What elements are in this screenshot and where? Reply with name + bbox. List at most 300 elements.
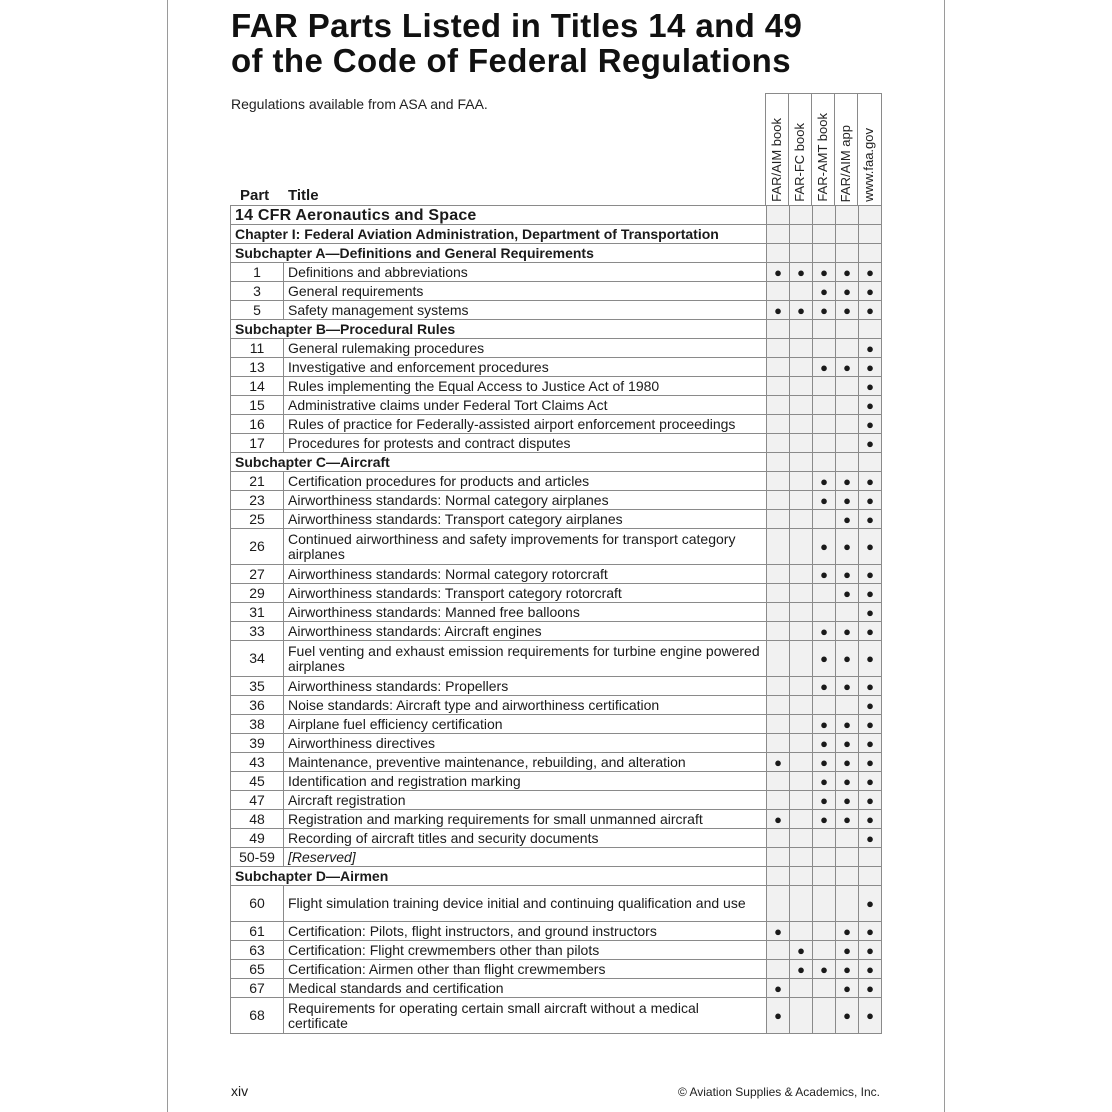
part-title: Certification: Airmen other than flight crewmembers xyxy=(284,960,767,979)
table-row xyxy=(231,358,882,377)
availability-dot: ● xyxy=(859,715,882,734)
part-number: 17 xyxy=(231,434,284,453)
availability-dot: ● xyxy=(836,922,859,941)
part-title: Recording of aircraft titles and security documents xyxy=(284,829,767,848)
table-row xyxy=(231,472,882,491)
availability-cell xyxy=(790,396,813,415)
availability-dot: ● xyxy=(790,301,813,320)
title-column-header: Title xyxy=(288,187,319,204)
part-title: Procedures for protests and contract disputes xyxy=(284,434,767,453)
availability-cell xyxy=(813,829,836,848)
availability-cell xyxy=(813,510,836,529)
part-title: Maintenance, preventive maintenance, rebuilding, and alteration xyxy=(284,753,767,772)
availability-cell xyxy=(767,829,790,848)
table-row xyxy=(231,622,882,641)
part-column-header: Part xyxy=(240,187,270,204)
availability-cell xyxy=(813,922,836,941)
title-line-2: of the Code of Federal Regulations xyxy=(231,42,791,79)
availability-cell xyxy=(790,472,813,491)
availability-dot: ● xyxy=(767,263,790,282)
availability-cell xyxy=(836,603,859,622)
availability-cell xyxy=(767,603,790,622)
part-title: Rules of practice for Federally-assisted airport enforcement proceedings xyxy=(284,415,767,434)
table-row xyxy=(231,848,882,867)
availability-cell xyxy=(767,734,790,753)
availability-cell xyxy=(813,584,836,603)
part-number: 14 xyxy=(231,377,284,396)
title-line-1: FAR Parts Listed in Titles 14 and 49 xyxy=(231,7,803,44)
availability-dot: ● xyxy=(836,358,859,377)
availability-cell xyxy=(859,225,882,244)
part-number: 16 xyxy=(231,415,284,434)
availability-dot: ● xyxy=(813,301,836,320)
table-row xyxy=(231,829,882,848)
section-label: Subchapter C—Aircraft xyxy=(231,453,767,472)
part-number: 11 xyxy=(231,339,284,358)
availability-dot: ● xyxy=(859,584,882,603)
availability-dot: ● xyxy=(859,772,882,791)
availability-dot: ● xyxy=(836,491,859,510)
part-number: 21 xyxy=(231,472,284,491)
availability-cell xyxy=(790,979,813,998)
part-number: 67 xyxy=(231,979,284,998)
availability-dot: ● xyxy=(836,510,859,529)
availability-cell xyxy=(836,848,859,867)
availability-cell xyxy=(767,941,790,960)
availability-dot: ● xyxy=(859,472,882,491)
part-number: 5 xyxy=(231,301,284,320)
availability-dot: ● xyxy=(813,529,836,565)
availability-cell xyxy=(767,434,790,453)
column-header-label: FAR/AIM app xyxy=(838,124,853,202)
section-row xyxy=(231,225,882,244)
part-number: 29 xyxy=(231,584,284,603)
availability-dot: ● xyxy=(859,339,882,358)
availability-cell xyxy=(790,622,813,641)
availability-dot: ● xyxy=(836,734,859,753)
availability-dot: ● xyxy=(813,491,836,510)
part-number: 60 xyxy=(231,886,284,922)
availability-dot: ● xyxy=(859,603,882,622)
copyright-notice: © Aviation Supplies & Academics, Inc. xyxy=(677,1085,880,1099)
availability-cell xyxy=(790,282,813,301)
table-row xyxy=(231,415,882,434)
availability-dot: ● xyxy=(813,622,836,641)
table-row xyxy=(231,960,882,979)
availability-cell xyxy=(813,696,836,715)
part-title: General rulemaking procedures xyxy=(284,339,767,358)
availability-cell xyxy=(767,641,790,677)
availability-cell xyxy=(836,867,859,886)
availability-cell xyxy=(790,434,813,453)
part-title: Airworthiness standards: Normal category rotorcraft xyxy=(284,565,767,584)
availability-cell xyxy=(790,848,813,867)
table-row xyxy=(231,753,882,772)
column-header xyxy=(766,94,789,206)
availability-cell xyxy=(790,320,813,339)
table-row xyxy=(231,677,882,696)
table-row xyxy=(231,339,882,358)
availability-dot: ● xyxy=(813,472,836,491)
availability-cell xyxy=(813,867,836,886)
availability-cell xyxy=(790,753,813,772)
availability-dot: ● xyxy=(859,565,882,584)
section-label: Chapter I: Federal Aviation Administration, Department of Transportation xyxy=(231,225,767,244)
availability-cell xyxy=(813,377,836,396)
availability-cell xyxy=(790,603,813,622)
availability-cell xyxy=(790,453,813,472)
table-row xyxy=(231,810,882,829)
availability-cell xyxy=(813,244,836,263)
availability-dot: ● xyxy=(859,696,882,715)
availability-cell xyxy=(836,320,859,339)
availability-cell xyxy=(767,472,790,491)
availability-cell xyxy=(813,453,836,472)
availability-cell xyxy=(790,529,813,565)
availability-cell xyxy=(859,244,882,263)
availability-dot: ● xyxy=(836,263,859,282)
part-number: 43 xyxy=(231,753,284,772)
availability-cell xyxy=(790,565,813,584)
part-number: 36 xyxy=(231,696,284,715)
section-row xyxy=(231,244,882,263)
availability-dot: ● xyxy=(836,979,859,998)
part-title: Requirements for operating certain small aircraft without a medical certificate xyxy=(284,998,767,1034)
page-number: xiv xyxy=(231,1083,249,1099)
availability-dot: ● xyxy=(859,979,882,998)
availability-dot: ● xyxy=(859,491,882,510)
availability-cell xyxy=(767,584,790,603)
part-title: Airworthiness standards: Manned free balloons xyxy=(284,603,767,622)
availability-cell xyxy=(790,829,813,848)
page-left-edge xyxy=(167,0,168,1112)
availability-cell xyxy=(836,377,859,396)
table-row xyxy=(231,979,882,998)
availability-cell xyxy=(813,998,836,1034)
availability-cell xyxy=(813,225,836,244)
availability-dot: ● xyxy=(836,282,859,301)
availability-cell xyxy=(859,867,882,886)
availability-cell xyxy=(767,320,790,339)
subtitle: Regulations available from ASA and FAA. xyxy=(231,96,488,112)
table-row xyxy=(231,734,882,753)
table-row xyxy=(231,510,882,529)
column-header-label: www.faa.gov xyxy=(861,128,876,202)
availability-cell xyxy=(767,529,790,565)
availability-cell xyxy=(836,886,859,922)
availability-dot: ● xyxy=(859,753,882,772)
table-row xyxy=(231,641,882,677)
availability-dot: ● xyxy=(859,922,882,941)
availability-dot: ● xyxy=(859,622,882,641)
availability-cell xyxy=(767,867,790,886)
availability-dot: ● xyxy=(790,263,813,282)
availability-cell xyxy=(767,396,790,415)
part-number: 25 xyxy=(231,510,284,529)
table-row xyxy=(231,491,882,510)
availability-dot: ● xyxy=(836,472,859,491)
availability-dot: ● xyxy=(813,791,836,810)
availability-cell xyxy=(790,244,813,263)
availability-dot: ● xyxy=(790,960,813,979)
availability-dot: ● xyxy=(836,641,859,677)
availability-cell xyxy=(813,415,836,434)
availability-dot: ● xyxy=(790,941,813,960)
availability-dot: ● xyxy=(836,584,859,603)
availability-dot: ● xyxy=(813,734,836,753)
availability-dot: ● xyxy=(859,734,882,753)
availability-cell xyxy=(767,622,790,641)
availability-cell xyxy=(790,584,813,603)
availability-cell xyxy=(859,453,882,472)
table-row xyxy=(231,434,882,453)
part-number: 26 xyxy=(231,529,284,565)
availability-dot: ● xyxy=(859,415,882,434)
section-label: Subchapter A—Definitions and General Requirements xyxy=(231,244,767,263)
availability-cell xyxy=(836,415,859,434)
availability-dot: ● xyxy=(859,529,882,565)
table-row xyxy=(231,584,882,603)
table-row xyxy=(231,715,882,734)
part-title: Administrative claims under Federal Tort Claims Act xyxy=(284,396,767,415)
availability-dot: ● xyxy=(836,960,859,979)
availability-cell xyxy=(813,941,836,960)
availability-dot: ● xyxy=(813,810,836,829)
part-number: 35 xyxy=(231,677,284,696)
availability-dot: ● xyxy=(813,753,836,772)
availability-dot: ● xyxy=(859,677,882,696)
availability-cell xyxy=(859,206,882,225)
availability-cell xyxy=(813,886,836,922)
availability-cell xyxy=(836,225,859,244)
table-row xyxy=(231,922,882,941)
section-row xyxy=(231,453,882,472)
availability-cell xyxy=(767,282,790,301)
availability-cell xyxy=(813,320,836,339)
part-title: Continued airworthiness and safety improvements for transport category airplanes xyxy=(284,529,767,565)
part-number: 47 xyxy=(231,791,284,810)
availability-dot: ● xyxy=(836,998,859,1034)
availability-cell xyxy=(767,225,790,244)
availability-cell xyxy=(836,396,859,415)
part-number: 13 xyxy=(231,358,284,377)
availability-cell xyxy=(790,886,813,922)
column-header xyxy=(858,94,881,206)
availability-dot: ● xyxy=(767,998,790,1034)
availability-cell xyxy=(859,320,882,339)
availability-cell xyxy=(790,734,813,753)
availability-dot: ● xyxy=(836,715,859,734)
availability-dot: ● xyxy=(813,358,836,377)
availability-cell xyxy=(813,434,836,453)
availability-cell xyxy=(836,696,859,715)
part-title: Registration and marking requirements for small unmanned aircraft xyxy=(284,810,767,829)
far-parts-table xyxy=(230,205,882,1034)
cfr-title: 14 CFR Aeronautics and Space xyxy=(231,206,767,225)
part-title: Certification: Pilots, flight instructors, and ground instructors xyxy=(284,922,767,941)
column-header-label: FAR/AIM book xyxy=(769,118,784,202)
availability-dot: ● xyxy=(859,641,882,677)
availability-cell xyxy=(813,339,836,358)
availability-dot: ● xyxy=(767,922,790,941)
part-number: 1 xyxy=(231,263,284,282)
availability-cell xyxy=(790,339,813,358)
availability-dot: ● xyxy=(859,282,882,301)
availability-dot: ● xyxy=(836,301,859,320)
availability-cell xyxy=(767,715,790,734)
part-number: 39 xyxy=(231,734,284,753)
column-header-label: FAR-AMT book xyxy=(815,113,830,202)
availability-cell xyxy=(859,848,882,867)
availability-cell xyxy=(836,829,859,848)
table-row xyxy=(231,396,882,415)
table-row xyxy=(231,377,882,396)
cfr-title-row xyxy=(231,206,882,225)
availability-dot: ● xyxy=(813,263,836,282)
availability-cell xyxy=(813,206,836,225)
table-row xyxy=(231,998,882,1034)
availability-dot: ● xyxy=(836,622,859,641)
table-row xyxy=(231,696,882,715)
availability-dot: ● xyxy=(859,886,882,922)
availability-cell xyxy=(767,677,790,696)
part-number: 50-59 xyxy=(231,848,284,867)
availability-dot: ● xyxy=(813,715,836,734)
availability-cell xyxy=(836,244,859,263)
part-title: Flight simulation training device initial and continuing qualification and use xyxy=(284,886,767,922)
part-number: 68 xyxy=(231,998,284,1034)
column-header xyxy=(812,94,835,206)
availability-dot: ● xyxy=(859,791,882,810)
availability-cell xyxy=(790,377,813,396)
availability-dot: ● xyxy=(859,358,882,377)
part-title: Safety management systems xyxy=(284,301,767,320)
availability-cell xyxy=(767,453,790,472)
part-number: 27 xyxy=(231,565,284,584)
part-number: 61 xyxy=(231,922,284,941)
part-number: 49 xyxy=(231,829,284,848)
section-label: Subchapter B—Procedural Rules xyxy=(231,320,767,339)
availability-dot: ● xyxy=(836,772,859,791)
column-header xyxy=(789,94,812,206)
availability-cell xyxy=(836,453,859,472)
availability-cell xyxy=(836,206,859,225)
availability-cell xyxy=(767,206,790,225)
table-row xyxy=(231,282,882,301)
availability-cell xyxy=(790,810,813,829)
availability-cell xyxy=(790,415,813,434)
availability-cell xyxy=(790,998,813,1034)
page-right-edge xyxy=(944,0,945,1112)
availability-cell xyxy=(813,396,836,415)
availability-cell xyxy=(767,848,790,867)
part-number: 33 xyxy=(231,622,284,641)
part-title: Certification: Flight crewmembers other than pilots xyxy=(284,941,767,960)
availability-dot: ● xyxy=(813,641,836,677)
column-header-label: FAR-FC book xyxy=(792,123,807,202)
part-title: Airworthiness standards: Propellers xyxy=(284,677,767,696)
availability-cell xyxy=(790,715,813,734)
part-number: 15 xyxy=(231,396,284,415)
availability-dot: ● xyxy=(767,979,790,998)
availability-cell xyxy=(767,415,790,434)
availability-dot: ● xyxy=(836,941,859,960)
availability-dot: ● xyxy=(767,753,790,772)
table-row xyxy=(231,603,882,622)
part-number: 34 xyxy=(231,641,284,677)
part-title: Fuel venting and exhaust emission requirements for turbine engine powered airplanes xyxy=(284,641,767,677)
part-title: Airworthiness standards: Normal category airplanes xyxy=(284,491,767,510)
part-number: 38 xyxy=(231,715,284,734)
availability-cell xyxy=(767,772,790,791)
table-row xyxy=(231,529,882,565)
part-title: Airplane fuel efficiency certification xyxy=(284,715,767,734)
availability-dot: ● xyxy=(859,377,882,396)
part-number: 63 xyxy=(231,941,284,960)
part-title: Airworthiness standards: Transport category rotorcraft xyxy=(284,584,767,603)
availability-cell xyxy=(836,339,859,358)
part-number: 45 xyxy=(231,772,284,791)
part-title: Identification and registration marking xyxy=(284,772,767,791)
column-header xyxy=(835,94,858,206)
availability-cell xyxy=(790,696,813,715)
availability-cell xyxy=(790,791,813,810)
availability-dot: ● xyxy=(767,810,790,829)
availability-cell xyxy=(836,434,859,453)
section-row xyxy=(231,867,882,886)
availability-cell xyxy=(767,510,790,529)
availability-cell xyxy=(790,922,813,941)
table-body xyxy=(231,206,882,1034)
table-row xyxy=(231,791,882,810)
table-row xyxy=(231,886,882,922)
table-row xyxy=(231,301,882,320)
availability-dot: ● xyxy=(813,565,836,584)
availability-cell xyxy=(790,677,813,696)
table-row xyxy=(231,565,882,584)
availability-dot: ● xyxy=(836,529,859,565)
part-title: General requirements xyxy=(284,282,767,301)
availability-dot: ● xyxy=(836,791,859,810)
availability-dot: ● xyxy=(859,396,882,415)
part-number: 31 xyxy=(231,603,284,622)
availability-dot: ● xyxy=(836,677,859,696)
part-title: Airworthiness directives xyxy=(284,734,767,753)
page-title xyxy=(231,8,802,78)
availability-cell xyxy=(790,867,813,886)
availability-dot: ● xyxy=(836,753,859,772)
availability-cell xyxy=(813,848,836,867)
availability-cell xyxy=(767,565,790,584)
section-label: Subchapter D—Airmen xyxy=(231,867,767,886)
availability-cell xyxy=(767,696,790,715)
part-title: Medical standards and certification xyxy=(284,979,767,998)
availability-cell xyxy=(767,886,790,922)
part-title: Airworthiness standards: Transport category airplanes xyxy=(284,510,767,529)
part-title: Noise standards: Aircraft type and airworthiness certification xyxy=(284,696,767,715)
part-title: Investigative and enforcement procedures xyxy=(284,358,767,377)
part-number: 3 xyxy=(231,282,284,301)
availability-dot: ● xyxy=(813,772,836,791)
source-column-headers xyxy=(765,93,882,206)
availability-cell xyxy=(767,791,790,810)
availability-dot: ● xyxy=(859,434,882,453)
availability-dot: ● xyxy=(859,998,882,1034)
availability-dot: ● xyxy=(836,810,859,829)
availability-dot: ● xyxy=(859,941,882,960)
part-title: [Reserved] xyxy=(284,848,767,867)
part-title: Rules implementing the Equal Access to Justice Act of 1980 xyxy=(284,377,767,396)
